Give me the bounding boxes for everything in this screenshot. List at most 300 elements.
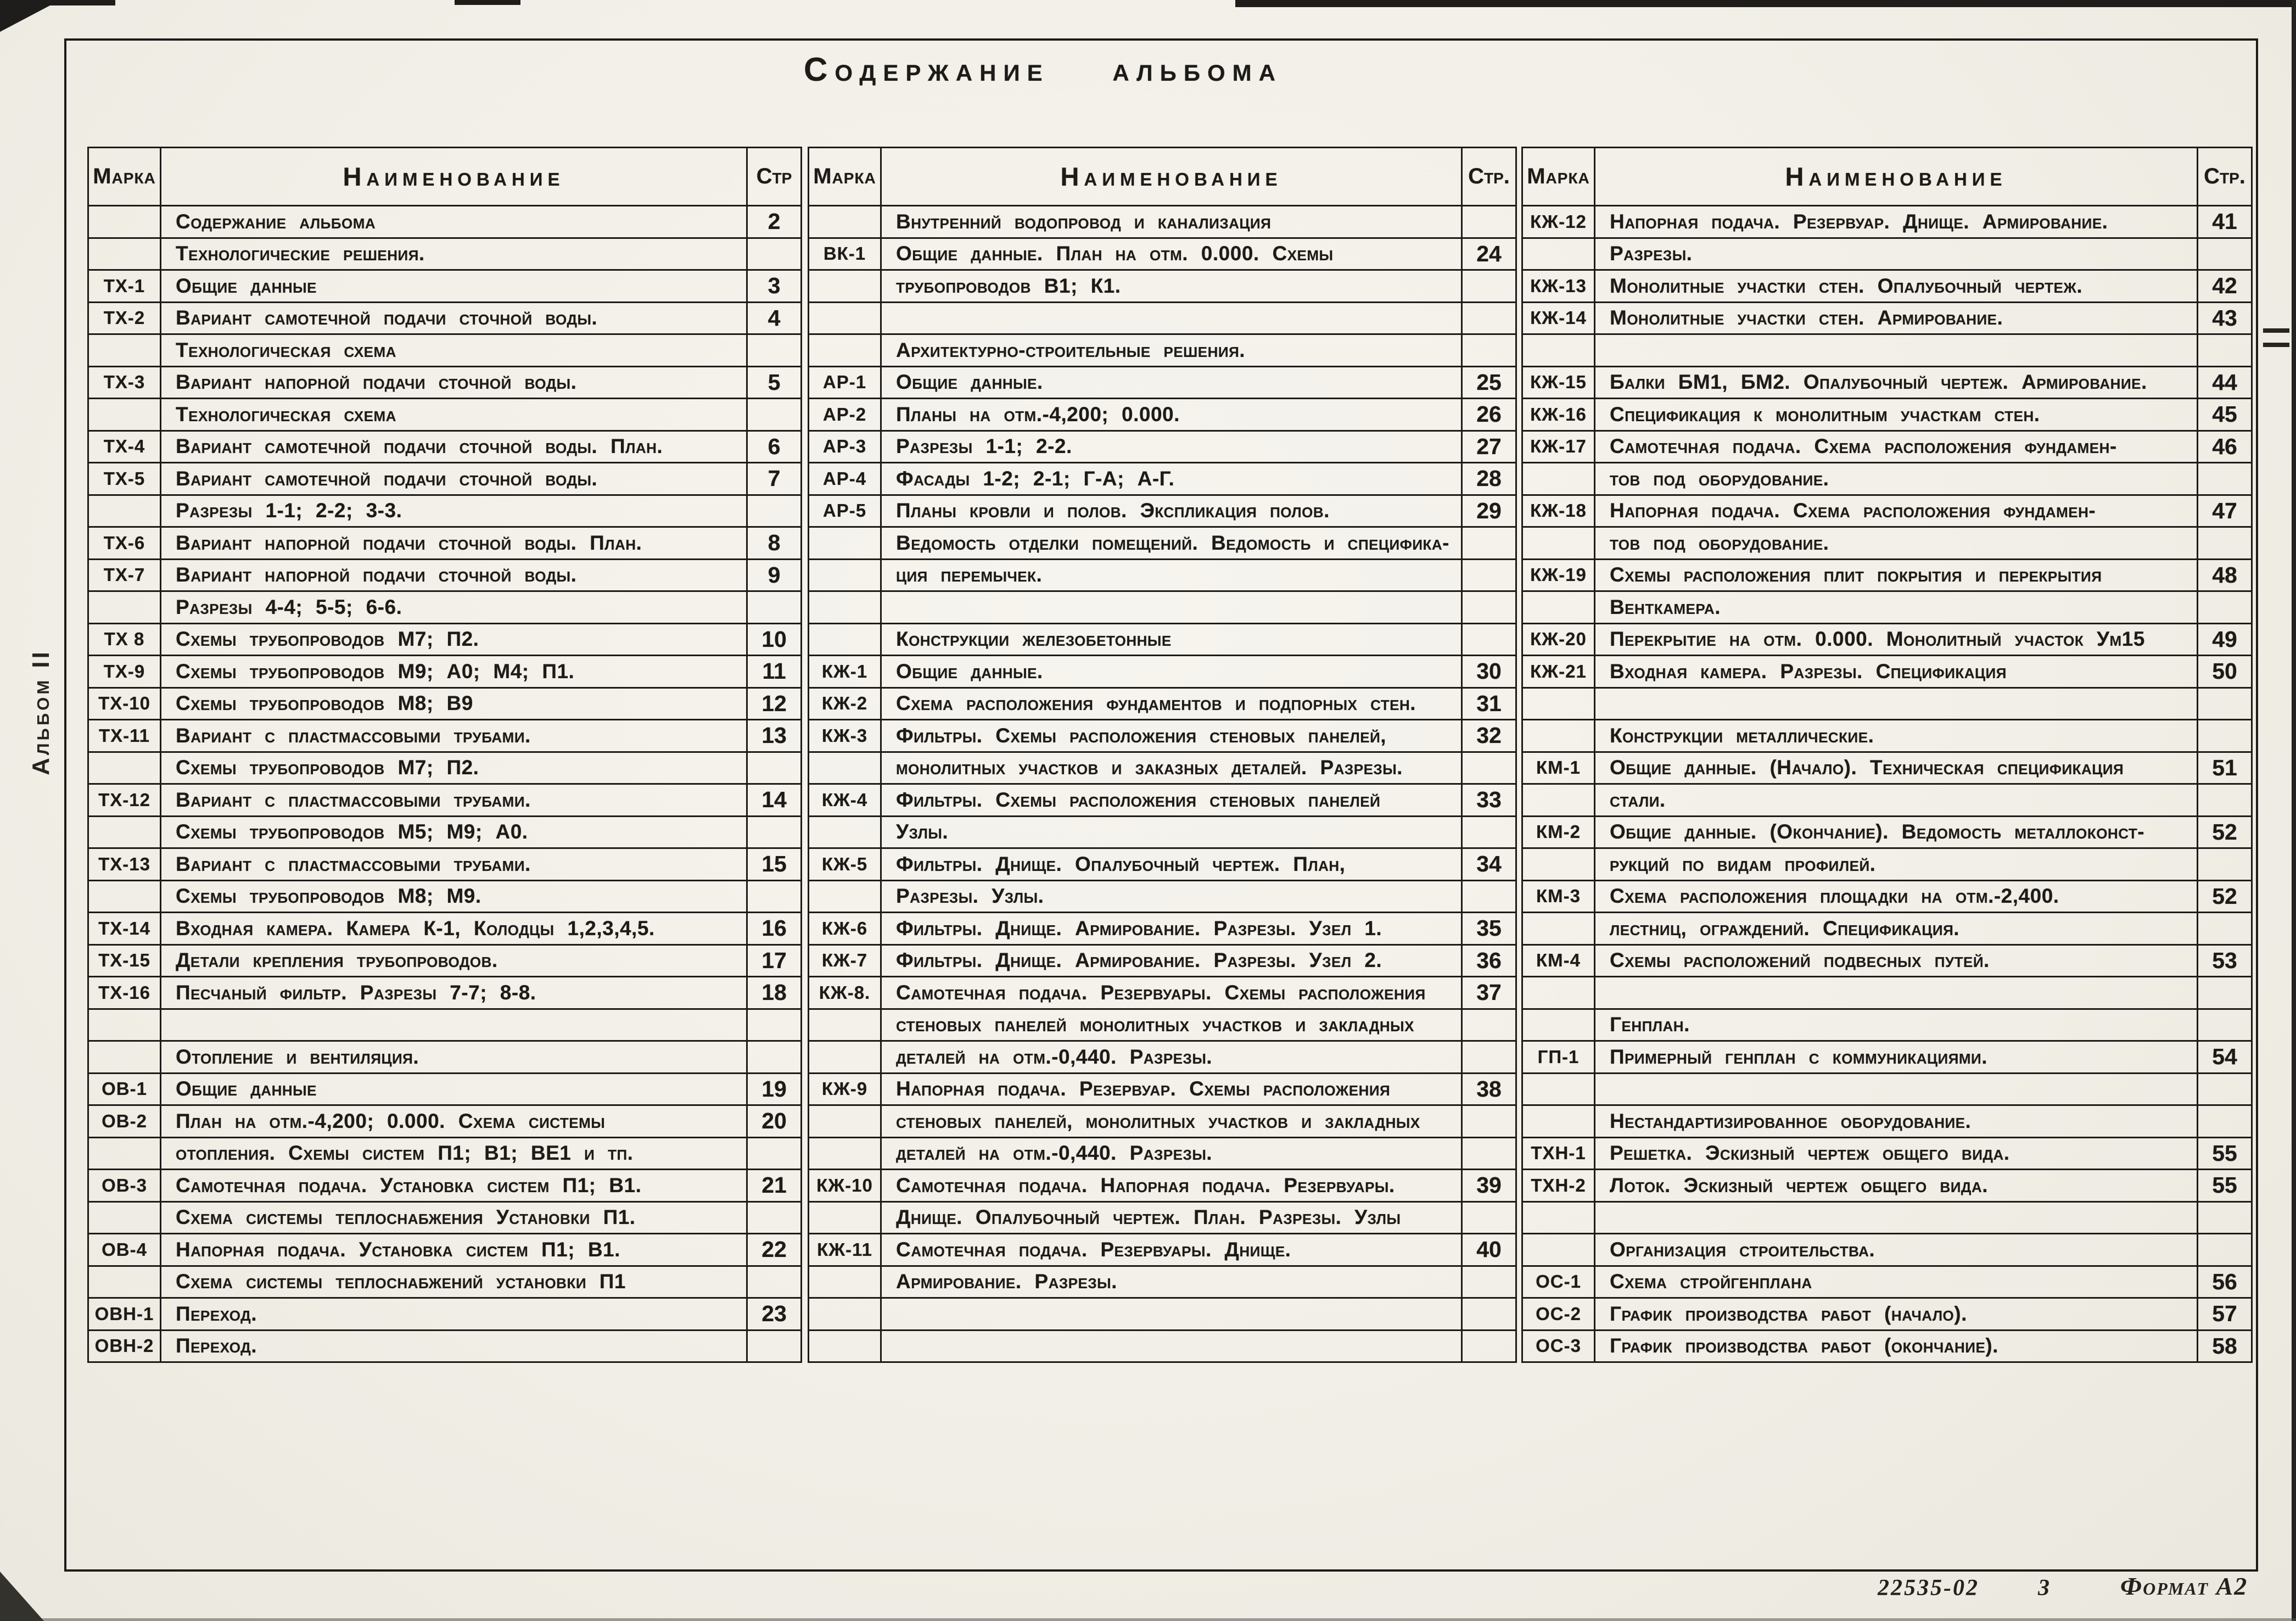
mark-cell: КЖ-20 — [1523, 624, 1595, 655]
page-cell — [2198, 977, 2251, 1008]
table-row — [89, 590, 800, 623]
page-cell: 52 — [2212, 819, 2237, 845]
table-row — [1523, 976, 2251, 1008]
page-cell — [748, 1010, 800, 1041]
table-row — [809, 1297, 1515, 1329]
table-row — [89, 398, 800, 430]
page-column-header: Стр. — [2204, 164, 2245, 188]
page-cell: 52 — [2212, 883, 2237, 909]
format-label: Формат А2 — [2120, 1572, 2248, 1600]
name-cell: Разрезы 4-4; 5-5; 6-6. — [161, 592, 748, 623]
page-cell: 41 — [2212, 209, 2237, 234]
name-cell: Самотечная подача. Резервуары. Днище. — [882, 1234, 1463, 1265]
table-row — [809, 1104, 1515, 1137]
page-cell: 12 — [761, 690, 787, 716]
mark-cell: КЖ-19 — [1523, 560, 1595, 591]
name-cell: Планы на отм.-4,200; 0.000. — [882, 399, 1463, 430]
mark-cell — [89, 335, 161, 366]
name-cell: лестниц, ограждений. Спецификация. — [1595, 913, 2198, 944]
table-row — [1523, 847, 2251, 880]
page-cell — [1463, 1042, 1515, 1072]
name-column-header: Наименование — [882, 148, 1463, 205]
page-cell — [748, 1042, 800, 1072]
table-row — [1523, 430, 2251, 462]
page-cell: 16 — [761, 915, 787, 941]
mark-cell: КЖ-3 — [809, 720, 882, 751]
name-cell: Отопление и вентиляция. — [161, 1042, 748, 1072]
table-row — [1523, 655, 2251, 687]
sheet-number: 3 — [2038, 1575, 2049, 1601]
name-cell: Схемы трубопроводов М7; П2. — [161, 624, 748, 655]
mark-cell: АР-1 — [809, 367, 882, 398]
mark-cell: ТХ-1 — [89, 271, 161, 301]
name-cell: рукций по видам профилей. — [1595, 849, 2198, 880]
table-row — [809, 590, 1515, 623]
mark-cell: АР-2 — [809, 399, 882, 430]
name-cell: Технологическая схема — [161, 399, 748, 430]
page-cell: 39 — [1476, 1172, 1502, 1198]
mark-cell: КЖ-10 — [809, 1170, 882, 1201]
table-row — [1523, 333, 2251, 366]
name-cell: Разрезы 1-1; 2-2. — [882, 432, 1463, 462]
table-row — [809, 847, 1515, 880]
table-row — [809, 976, 1515, 1008]
name-cell: Монолитные участки стен. Опалубочный чертеж. — [1595, 271, 2198, 301]
page-cell — [748, 592, 800, 623]
page-cell: 13 — [761, 723, 787, 748]
page-cell — [748, 753, 800, 784]
page-cell — [1463, 753, 1515, 784]
mark-cell — [809, 817, 882, 848]
name-cell — [882, 303, 1463, 334]
page-cell — [748, 817, 800, 848]
table-row — [89, 430, 800, 462]
name-cell: Вариант самотечной подачи сточной воды. — [161, 463, 748, 494]
name-cell: Вариант самотечной подачи сточной воды. — [161, 303, 748, 334]
table-row — [1523, 366, 2251, 398]
page-cell — [2198, 239, 2251, 270]
mark-cell: КМ-3 — [1523, 881, 1595, 912]
page-cell: 54 — [2212, 1044, 2237, 1070]
page-cell — [748, 1138, 800, 1169]
mark-cell: ТХ-16 — [89, 977, 161, 1008]
page-cell — [1463, 206, 1515, 237]
name-column-header: Наименование — [161, 148, 748, 205]
table-row — [89, 1008, 800, 1041]
name-cell: Напорная подача. Резервуар. Схемы расположения — [882, 1074, 1463, 1105]
mark-cell: КЖ-4 — [809, 785, 882, 815]
name-cell: Вариант с пластмассовыми трубами. — [161, 849, 748, 880]
table-row — [1523, 494, 2251, 527]
mark-cell — [89, 399, 161, 430]
table-row — [89, 1040, 800, 1072]
name-cell — [1595, 689, 2198, 719]
name-cell: Самотечная подача. Схема расположения фундамен- — [1595, 432, 2198, 462]
page-cell — [2198, 1203, 2251, 1233]
table-row — [1523, 1201, 2251, 1233]
page-cell: 46 — [2212, 433, 2237, 459]
name-cell: Общие данные. — [882, 367, 1463, 398]
table-row — [809, 751, 1515, 784]
page-cell — [748, 399, 800, 430]
mark-cell: ТХ-9 — [89, 656, 161, 687]
table-row — [89, 205, 800, 237]
page-cell — [2198, 1234, 2251, 1265]
table-row — [809, 494, 1515, 527]
table-row — [89, 1201, 800, 1233]
document-number: 22535-02 — [1878, 1575, 1979, 1601]
mark-cell: КЖ-2 — [809, 689, 882, 719]
page-cell — [1463, 1203, 1515, 1233]
mark-cell — [1523, 977, 1595, 1008]
name-cell: Схема системы теплоснабжения Установки П1. — [161, 1203, 748, 1233]
mark-cell — [1523, 1010, 1595, 1041]
page-cell: 51 — [2212, 754, 2237, 780]
name-cell: Решетка. Эскизный чертеж общего вида. — [1595, 1138, 2198, 1169]
name-cell: Общие данные — [161, 1074, 748, 1105]
table-row — [89, 333, 800, 366]
table-row — [89, 269, 800, 301]
mark-column-header: Марка — [1523, 148, 1595, 205]
mark-cell: КЖ-12 — [1523, 206, 1595, 237]
table-row — [1523, 590, 2251, 623]
page-cell: 18 — [761, 980, 787, 1005]
page-cell: 43 — [2212, 305, 2237, 331]
mark-cell — [89, 1203, 161, 1233]
page-cell — [1463, 1267, 1515, 1298]
table-row — [89, 880, 800, 912]
page-cell: 30 — [1476, 658, 1502, 684]
page-cell — [1463, 1331, 1515, 1362]
table-header-row — [89, 148, 800, 205]
mark-cell — [89, 496, 161, 527]
mark-cell — [809, 592, 882, 623]
mark-cell: ОС-2 — [1523, 1299, 1595, 1329]
table-row — [1523, 205, 2251, 237]
mark-cell — [809, 303, 882, 334]
table-row — [809, 301, 1515, 334]
mark-cell — [1523, 1074, 1595, 1105]
page-cell: 29 — [1476, 498, 1502, 523]
mark-cell: ВК-1 — [809, 239, 882, 270]
table-row — [809, 462, 1515, 494]
table-row — [809, 1169, 1515, 1201]
name-cell: Схемы трубопроводов М7; П2. — [161, 753, 748, 784]
page-cell: 25 — [1476, 369, 1502, 395]
name-cell: График производства работ (начало). — [1595, 1299, 2198, 1329]
name-cell: Содержание альбома — [161, 206, 748, 237]
name-cell — [1595, 1203, 2198, 1233]
table-row — [1523, 462, 2251, 494]
name-cell: Схемы трубопроводов М8; В9 — [161, 689, 748, 719]
table-row — [809, 623, 1515, 655]
table-row — [809, 719, 1515, 751]
name-cell: Схемы трубопроводов М5; М9; А0. — [161, 817, 748, 848]
table-row — [809, 1040, 1515, 1072]
page-cell: 3 — [768, 273, 781, 299]
name-cell — [882, 592, 1463, 623]
page-cell: 8 — [768, 530, 781, 556]
table-row — [89, 912, 800, 944]
page-cell — [748, 496, 800, 527]
mark-cell: ТХ-7 — [89, 560, 161, 591]
page-cell: 57 — [2212, 1301, 2237, 1327]
name-cell: деталей на отм.-0,440. Разрезы. — [882, 1138, 1463, 1169]
mark-cell: КМ-4 — [1523, 946, 1595, 976]
name-cell: Планы кровли и полов. Экспликация полов. — [882, 496, 1463, 527]
mark-cell: ТХ-11 — [89, 720, 161, 751]
table-header-row — [1523, 148, 2251, 205]
name-cell: Разрезы. Узлы. — [882, 881, 1463, 912]
name-cell: Схема стройгенплана — [1595, 1267, 2198, 1298]
table-row — [89, 751, 800, 784]
name-cell: Разрезы. — [1595, 239, 2198, 270]
page-cell — [2198, 849, 2251, 880]
page-cell — [2198, 689, 2251, 719]
mark-cell — [89, 1042, 161, 1072]
table-row — [809, 1265, 1515, 1298]
page-cell: 37 — [1476, 980, 1502, 1005]
name-cell: Входная камера. Разрезы. Спецификация — [1595, 656, 2198, 687]
name-column-header: Наименование — [1595, 148, 2198, 205]
table-row — [809, 333, 1515, 366]
mark-cell — [1523, 849, 1595, 880]
table-row — [809, 783, 1515, 815]
name-cell: Схема расположения фундаментов и подпорных стен. — [882, 689, 1463, 719]
name-cell: Входная камера. Камера К-1, Колодцы 1,2,3,4,5. — [161, 913, 748, 944]
page-cell: 26 — [1476, 401, 1502, 427]
page-cell — [1463, 881, 1515, 912]
page-cell — [748, 239, 800, 270]
mark-cell — [809, 528, 882, 558]
page-cell: 19 — [761, 1076, 787, 1102]
table-row — [809, 912, 1515, 944]
page-cell: 44 — [2212, 369, 2237, 395]
page-cell: 23 — [761, 1301, 787, 1327]
table-row — [1523, 719, 2251, 751]
page-title: Содержание альбома — [803, 51, 1283, 88]
table-row — [1523, 687, 2251, 719]
mark-cell: ОВ-2 — [89, 1106, 161, 1137]
mark-cell — [89, 881, 161, 912]
table-row — [1523, 1329, 2251, 1362]
mark-cell — [809, 206, 882, 237]
mark-cell: ОВ-1 — [89, 1074, 161, 1105]
page-cell — [2198, 592, 2251, 623]
table-row — [809, 944, 1515, 976]
mark-cell — [809, 1267, 882, 1298]
name-cell: Самотечная подача. Напорная подача. Резервуары. — [882, 1170, 1463, 1201]
name-cell: Венткамера. — [1595, 592, 2198, 623]
mark-cell: ТХ-12 — [89, 785, 161, 815]
table-row — [809, 1201, 1515, 1233]
scan-artifact-corner-bl — [0, 1572, 44, 1621]
table-row — [89, 1297, 800, 1329]
name-cell: Фильтры. Схемы расположения стеновых панелей, — [882, 720, 1463, 751]
mark-cell: ТХ-13 — [89, 849, 161, 880]
mark-cell: ОВН-2 — [89, 1331, 161, 1362]
table-row — [89, 462, 800, 494]
mark-column-header: Марка — [809, 148, 882, 205]
mark-cell: ТХ-15 — [89, 946, 161, 976]
table-row — [809, 430, 1515, 462]
name-cell: Общие данные. (Окончание). Ведомость металлоконст- — [1595, 817, 2198, 848]
name-cell — [1595, 335, 2198, 366]
scan-artifact-top-dash — [455, 0, 520, 5]
mark-cell: ТХ-6 — [89, 528, 161, 558]
name-cell: стеновых панелей, монолитных участков и закладных — [882, 1106, 1463, 1137]
name-cell: План на отм.-4,200; 0.000. Схема системы — [161, 1106, 748, 1137]
name-cell — [1595, 1074, 2198, 1105]
name-cell: Вариант самотечной подачи сточной воды. План. — [161, 432, 748, 462]
name-cell: Узлы. — [882, 817, 1463, 848]
table-row — [1523, 1008, 2251, 1041]
name-cell: Песчаный фильтр. Разрезы 7-7; 8-8. — [161, 977, 748, 1008]
table-row — [809, 269, 1515, 301]
page-cell: 38 — [1476, 1076, 1502, 1102]
table-row — [1523, 1169, 2251, 1201]
page-cell: 34 — [1476, 851, 1502, 877]
table-row — [1523, 623, 2251, 655]
page-cell — [1463, 271, 1515, 301]
name-cell: Спецификация к монолитным участкам стен. — [1595, 399, 2198, 430]
page-cell: 20 — [761, 1108, 787, 1134]
name-cell: График производства работ (окончание). — [1595, 1331, 2198, 1362]
page-cell — [2198, 335, 2251, 366]
registration-tick-2 — [2263, 343, 2289, 347]
table-row — [809, 205, 1515, 237]
mark-cell — [809, 1203, 882, 1233]
table-row — [89, 1072, 800, 1105]
page-cell — [2198, 1010, 2251, 1041]
mark-cell: КЖ-16 — [1523, 399, 1595, 430]
name-cell: отопления. Схемы систем П1; В1; ВЕ1 и тп. — [161, 1138, 748, 1169]
mark-cell: ОС-1 — [1523, 1267, 1595, 1298]
table-row — [89, 366, 800, 398]
name-cell: Вариант с пластмассовыми трубами. — [161, 785, 748, 815]
page-cell: 40 — [1476, 1237, 1502, 1262]
scan-artifact-top-right — [1235, 0, 2296, 7]
name-cell: Напорная подача. Установка систем П1; В1. — [161, 1234, 748, 1265]
contents-table-left — [87, 147, 802, 1363]
table-row — [1523, 269, 2251, 301]
mark-cell: ОВН-1 — [89, 1299, 161, 1329]
table-row — [89, 976, 800, 1008]
page-cell: 21 — [761, 1172, 787, 1198]
table-row — [1523, 1104, 2251, 1137]
name-cell: тов под оборудование. — [1595, 528, 2198, 558]
page-cell — [2198, 463, 2251, 494]
table-row — [1523, 1137, 2251, 1169]
name-cell: Вариант напорной подачи сточной воды. — [161, 560, 748, 591]
table-row — [89, 815, 800, 848]
mark-cell: КЖ-21 — [1523, 656, 1595, 687]
mark-cell — [1523, 528, 1595, 558]
name-cell: Самотечная подача. Резервуары. Схемы расположения — [882, 977, 1463, 1008]
table-row — [89, 655, 800, 687]
name-cell: Детали крепления трубопроводов. — [161, 946, 748, 976]
table-row — [89, 558, 800, 591]
page-cell: 11 — [762, 658, 786, 684]
mark-cell — [809, 881, 882, 912]
mark-cell: КЖ-9 — [809, 1074, 882, 1105]
page-cell — [1463, 303, 1515, 334]
page-cell: 55 — [2212, 1172, 2237, 1198]
name-cell: Фильтры. Днище. Армирование. Разрезы. Узел 2. — [882, 946, 1463, 976]
name-cell: Фильтры. Схемы расположения стеновых панелей — [882, 785, 1463, 815]
table-row — [809, 366, 1515, 398]
table-row — [1523, 1265, 2251, 1298]
table-row — [89, 1265, 800, 1298]
mark-cell: КЖ-15 — [1523, 367, 1595, 398]
name-cell: Общие данные — [161, 271, 748, 301]
mark-cell: ТХ-4 — [89, 432, 161, 462]
page-cell — [1463, 1010, 1515, 1041]
mark-cell — [809, 1299, 882, 1329]
page-cell: 56 — [2212, 1268, 2237, 1294]
page-cell: 14 — [761, 787, 787, 813]
scan-artifact-bottom-edge — [0, 1618, 2296, 1621]
mark-cell: ОВ-3 — [89, 1170, 161, 1201]
name-cell: Конструкции железобетонные — [882, 624, 1463, 655]
mark-cell: ТХ-3 — [89, 367, 161, 398]
name-cell: Вариант с пластмассовыми трубами. — [161, 720, 748, 751]
table-row — [1523, 558, 2251, 591]
page-cell — [1463, 624, 1515, 655]
table-row — [809, 526, 1515, 558]
name-cell: Нестандартизированное оборудование. — [1595, 1106, 2198, 1137]
table-row — [89, 526, 800, 558]
mark-cell — [809, 624, 882, 655]
table-row — [809, 1072, 1515, 1105]
name-cell: Монолитные участки стен. Армирование. — [1595, 303, 2198, 334]
table-row — [89, 494, 800, 527]
page-cell — [1463, 1299, 1515, 1329]
name-cell — [882, 1331, 1463, 1362]
name-cell: Схемы трубопроводов М9; А0; М4; П1. — [161, 656, 748, 687]
name-cell: Фильтры. Днище. Армирование. Разрезы. Узел 1. — [882, 913, 1463, 944]
mark-cell — [809, 335, 882, 366]
mark-cell: ТХН-2 — [1523, 1170, 1595, 1201]
name-cell — [161, 1010, 748, 1041]
page-cell: 47 — [2212, 498, 2237, 523]
page-cell: 49 — [2212, 626, 2237, 652]
table-row — [89, 1169, 800, 1201]
name-cell: монолитных участков и заказных деталей. Разрезы. — [882, 753, 1463, 784]
table-row — [809, 687, 1515, 719]
mark-cell: АР-4 — [809, 463, 882, 494]
name-cell: Переход. — [161, 1331, 748, 1362]
name-cell: Напорная подача. Схема расположения фундамен- — [1595, 496, 2198, 527]
page-cell — [1463, 592, 1515, 623]
name-cell: Организация строительства. — [1595, 1234, 2198, 1265]
page-cell — [1463, 335, 1515, 366]
page-cell: 2 — [768, 209, 781, 234]
page-cell: 35 — [1476, 915, 1502, 941]
page-cell: 48 — [2212, 562, 2237, 588]
mark-cell — [1523, 335, 1595, 366]
table-row — [89, 719, 800, 751]
page-cell: 4 — [768, 305, 781, 331]
name-cell: Перекрытие на отм. 0.000. Монолитный участок Ум15 — [1595, 624, 2198, 655]
mark-cell: КМ-1 — [1523, 753, 1595, 784]
mark-cell — [89, 1138, 161, 1169]
name-cell: Конструкции металлические. — [1595, 720, 2198, 751]
mark-cell: ТХ 8 — [89, 624, 161, 655]
table-row — [1523, 880, 2251, 912]
registration-tick-1 — [2263, 328, 2289, 333]
mark-cell: КЖ-11 — [809, 1234, 882, 1265]
